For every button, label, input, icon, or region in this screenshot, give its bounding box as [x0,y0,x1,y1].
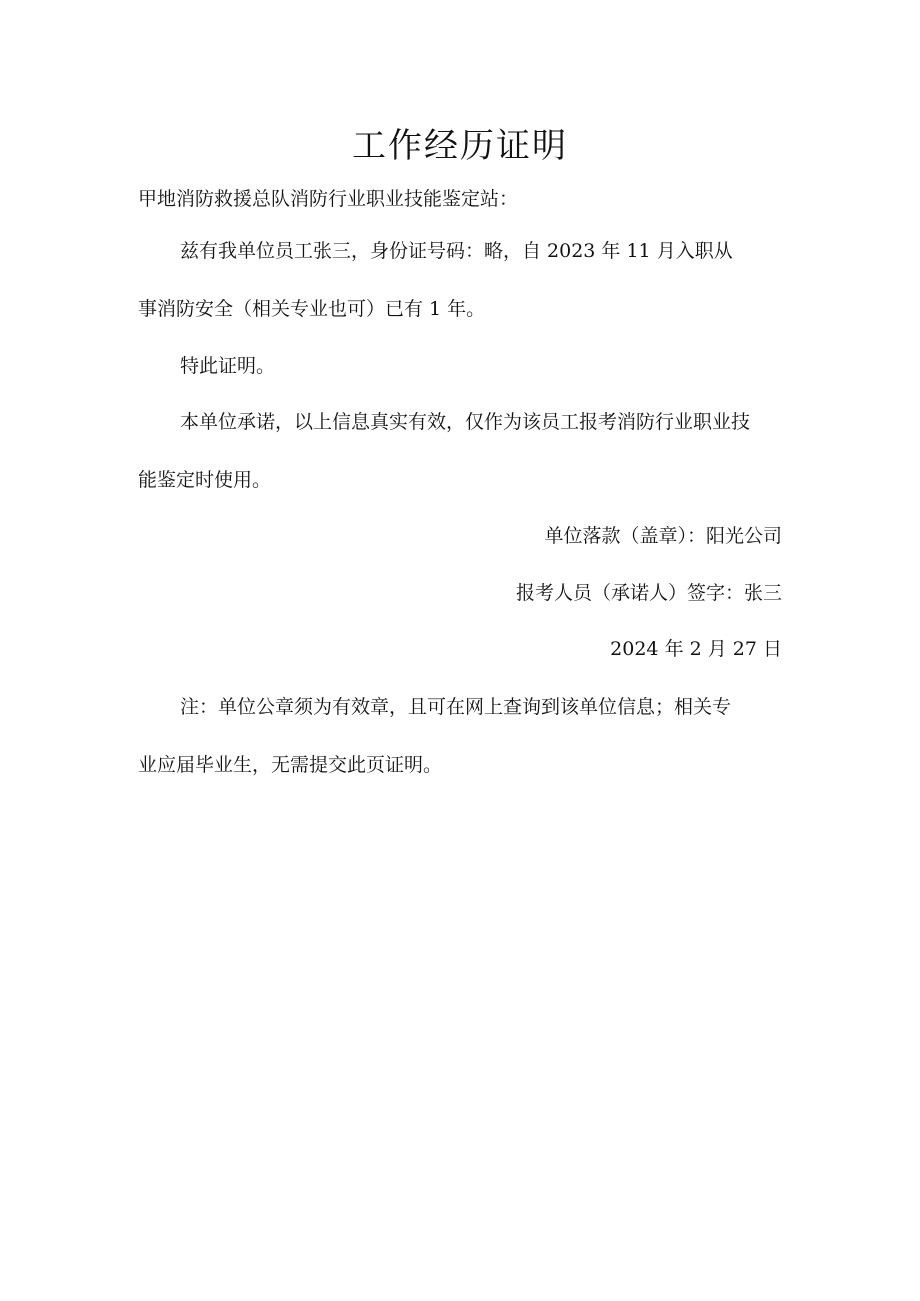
employment-paragraph-line-1: 兹有我单位员工张三，身份证号码：略，自 2023 年 11 月入职从 [180,240,733,262]
employment-paragraph-line-2: 事消防安全（相关专业也可）已有 1 年。 [138,298,486,320]
note-line-2: 业应届毕业生，无需提交此页证明。 [138,754,443,776]
applicant-signature-line: 报考人员（承诺人）签字：张三 [515,582,782,604]
note-line-1: 注：单位公章须为有效章，且可在网上查询到该单位信息；相关专 [180,696,732,718]
document-title: 工作经历证明 [352,126,568,166]
certification-statement: 特此证明。 [180,355,276,377]
commitment-paragraph-line-2: 能鉴定时使用。 [138,469,272,491]
document-date: 2024 年 2 月 27 日 [610,638,782,660]
unit-signature-line: 单位落款（盖章）：阳光公司 [544,525,782,547]
commitment-paragraph-line-1: 本单位承诺，以上信息真实有效，仅作为该员工报考消防行业职业技 [180,411,751,433]
addressee-line: 甲地消防救援总队消防行业职业技能鉴定站： [138,188,519,210]
